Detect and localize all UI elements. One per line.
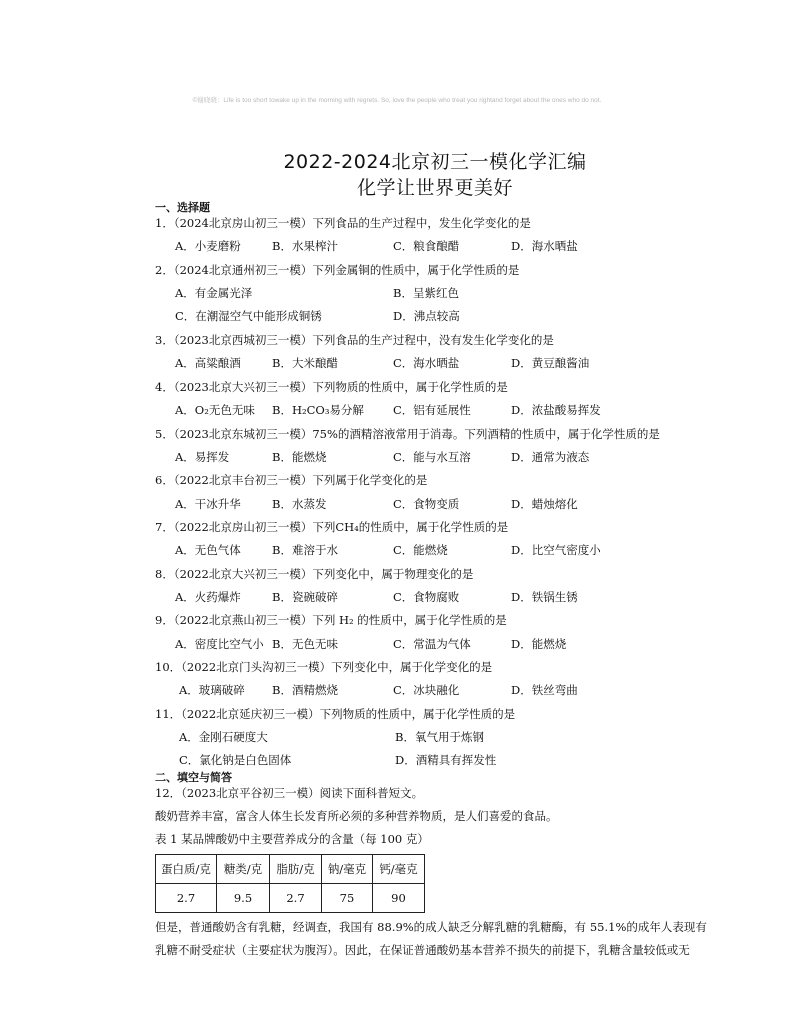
table-header-cell: 钠/毫克 <box>322 855 373 884</box>
nutrition-table <box>155 854 425 913</box>
table-header-cell: 脂肪/克 <box>270 855 322 884</box>
option-d: D．铁丝弯曲 <box>511 683 578 697</box>
option-b: B．呈紫红色 <box>393 286 459 300</box>
section-heading-choice: 一、选择题 <box>155 201 210 214</box>
option-a: A．金刚石硬度大 <box>179 730 268 744</box>
option-c: C．氯化钠是白色固体 <box>179 753 292 767</box>
option-b: B．能燃烧 <box>272 450 327 464</box>
option-c: C．冰块融化 <box>393 683 460 697</box>
paragraph-intro: 酸奶营养丰富，富含人体生长发育所必须的多种营养物质，是人们喜爱的食品。 <box>155 809 558 823</box>
option-b: B．H₂CO₃易分解 <box>272 403 364 417</box>
option-b: B．大米酿醋 <box>272 356 338 370</box>
question-stem: 6．（2022北京丰台初三一模）下列属于化学变化的是 <box>155 473 428 487</box>
question-stem: 12．（2023北京平谷初三一模）阅读下面科普短文。 <box>155 786 424 800</box>
option-c: C．在潮湿空气中能形成铜锈 <box>175 309 322 323</box>
option-d: D．比空气密度小 <box>511 543 601 557</box>
option-b: B．水蒸发 <box>272 497 327 511</box>
table-header-row <box>156 855 425 884</box>
option-c: C．常温为气体 <box>393 637 471 651</box>
option-d: D．浓盐酸易挥发 <box>511 403 601 417</box>
table-cell: 90 <box>373 884 425 913</box>
section-heading-fill: 二、填空与简答 <box>155 771 232 784</box>
option-c: C．铝有延展性 <box>393 403 471 417</box>
table-cell: 9.5 <box>217 884 270 913</box>
option-a: A．玻璃破碎 <box>179 683 245 697</box>
option-a: A．密度比空气小 <box>175 637 264 651</box>
question-stem: 11．（2022北京延庆初三一模）下列物质的性质中，属于化学性质的是 <box>155 707 516 721</box>
option-d: D．能燃烧 <box>511 637 567 651</box>
option-a: A．有金属光泽 <box>175 286 253 300</box>
option-b: B．难溶于水 <box>272 543 338 557</box>
option-a: A．无色气体 <box>175 543 241 557</box>
option-b: B．无色无味 <box>272 637 338 651</box>
option-c: C．食物腐败 <box>393 590 460 604</box>
option-a: A．高粱酿酒 <box>175 356 241 370</box>
option-b: B．氧气用于炼钢 <box>395 730 484 744</box>
question-stem: 2．（2024北京通州初三一模）下列金属铜的性质中，属于化学性质的是 <box>155 263 520 277</box>
table-row <box>156 884 425 913</box>
option-d: D．海水晒盐 <box>511 239 578 253</box>
option-a: A．小麦磨粉 <box>175 239 241 253</box>
option-d: D．通常为液态 <box>511 450 590 464</box>
document-subtitle: 化学让世界更美好 <box>356 177 513 199</box>
option-b: B．瓷碗破碎 <box>272 590 338 604</box>
option-c: C．粮食酿醋 <box>393 239 460 253</box>
question-stem: 3．（2023北京西城初三一模）下列食品的生产过程中，没有发生化学变化的是 <box>155 333 554 347</box>
table-caption: 表 1 某品牌酸奶中主要营养成分的含量（每 100 克） <box>155 832 429 846</box>
document-title: 2022-2024北京初三一模化学汇编 <box>283 151 587 173</box>
table-cell: 2.7 <box>156 884 217 913</box>
option-c: C．能与水互溶 <box>393 450 471 464</box>
table-header-cell: 蛋白质/克 <box>156 855 217 884</box>
question-stem: 5．（2023北京东城初三一模）75%的酒精溶液常用于消毒。下列酒精的性质中，属于化学性质的是 <box>155 427 660 441</box>
table-header-cell: 钙/毫克 <box>373 855 425 884</box>
watermark-text: ©谢晓晓：Life is too short towake up in the morning with regrets. So, love the people who treat you rightand forget about the ones who do not. <box>192 97 602 104</box>
question-stem: 10．（2022北京门头沟初三一模）下列变化中，属于化学变化的是 <box>155 660 493 674</box>
option-a: A．火药爆炸 <box>175 590 241 604</box>
table-cell: 2.7 <box>270 884 322 913</box>
question-stem: 9．（2022北京燕山初三一模）下列 H₂ 的性质中，属于化学性质的是 <box>155 613 507 627</box>
option-a: A．干冰升华 <box>175 497 241 511</box>
question-stem: 7．（2022北京房山初三一模）下列CH₄的性质中，属于化学性质的是 <box>155 520 509 534</box>
option-d: D．沸点较高 <box>393 309 460 323</box>
paragraph-body: 但是，普通酸奶含有乳糖，经调查，我国有 88.9%的成人缺乏分解乳糖的乳糖酶，有 55.1%的成年人表现有 <box>155 920 707 934</box>
option-d: D．酒精具有挥发性 <box>395 753 497 767</box>
option-b: B．酒精燃烧 <box>272 683 338 697</box>
option-d: D．黄豆酿酱油 <box>511 356 590 370</box>
option-d: D．铁锅生锈 <box>511 590 578 604</box>
question-stem: 8．（2022北京大兴初三一模）下列变化中，属于物理变化的是 <box>155 567 474 581</box>
option-c: C．能燃烧 <box>393 543 448 557</box>
table-cell: 75 <box>322 884 373 913</box>
option-b: B．水果榨汁 <box>272 239 338 253</box>
option-a: A．O₂无色无味 <box>175 403 255 417</box>
question-stem: 1．（2024北京房山初三一模）下列食品的生产过程中，发生化学变化的是 <box>155 216 531 230</box>
table-header-cell: 糖类/克 <box>217 855 270 884</box>
question-stem: 4．（2023北京大兴初三一模）下列物质的性质中，属于化学性质的是 <box>155 380 508 394</box>
option-d: D．蜡烛熔化 <box>511 497 578 511</box>
option-c: C．食物变质 <box>393 497 460 511</box>
option-a: A．易挥发 <box>175 450 230 464</box>
paragraph-body: 乳糖不耐受症状（主要症状为腹泻）。因此，在保证普通酸奶基本营养不损失的前提下，乳糖含量较低或无 <box>155 943 690 957</box>
option-c: C．海水晒盐 <box>393 356 460 370</box>
